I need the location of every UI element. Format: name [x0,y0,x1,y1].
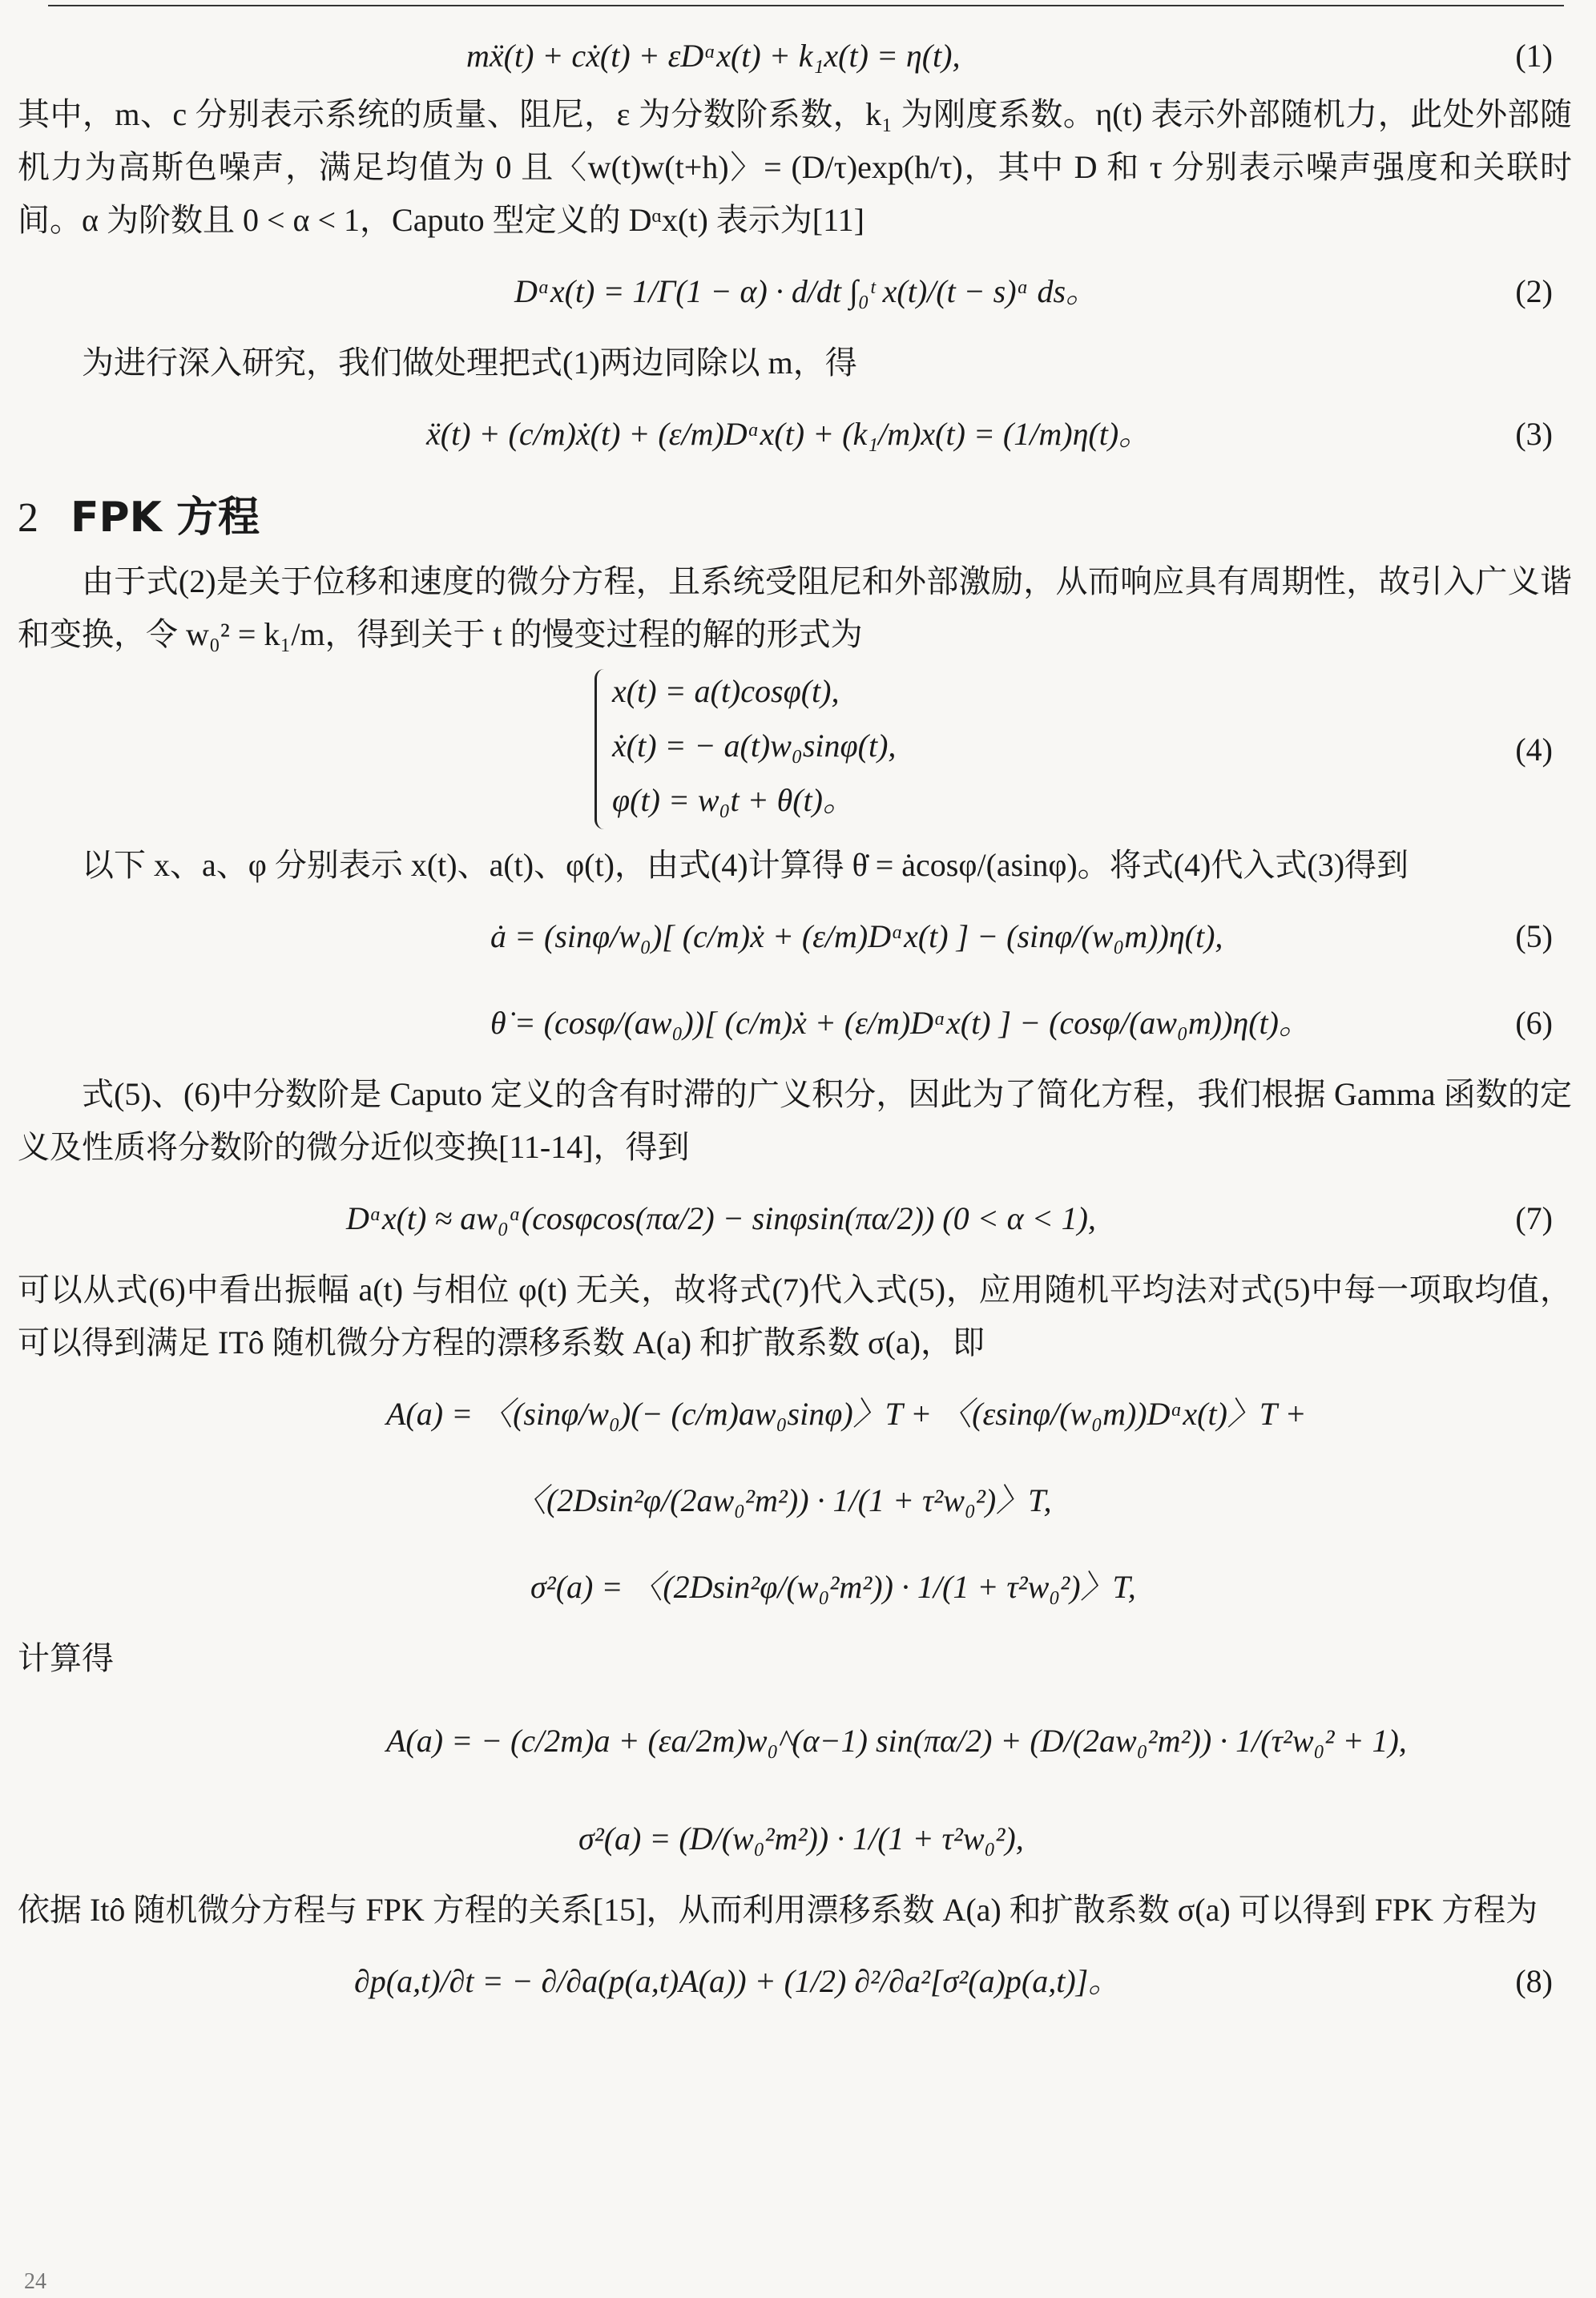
paragraph-7: 计算得 [18,1640,114,1676]
equation-7 [18,1177,1572,1260]
equation-4-number: (4) [1515,732,1553,768]
equation-1-number: (1) [1515,38,1553,74]
equation-4 [18,664,1572,836]
header-rule [48,5,1564,6]
equation-2-text: Dᵅx(t) = 1/Γ(1 − α) · d/dt ∫₀ᵗ x(t)/(t − s)ᵅ ds。 [514,273,1098,309]
equation-drift-1 [18,1373,1572,1456]
equation-2 [18,250,1572,333]
section-title: FPK 方程 [71,494,260,542]
paragraph-5: 式(5)、(6)中分数阶是 Caputo 定义的含有时滞的广义积分，因此为了简化方程，我们根据 Gamma 函数的定义及性质将分数阶的微分近似变换[11-14]，得到 [18,1076,1572,1165]
equation-diffusion-1 [18,1546,1572,1629]
equation-3-number: (3) [1515,416,1553,452]
equation-7-number: (7) [1515,1200,1553,1236]
section-number: 2 [18,495,38,541]
paragraph-6: 可以从式(6)中看出振幅 a(t) 与相位 φ(t) 无关，故将式(7)代入式(5)，应用随机平均法对式(5)中每一项取均值，可以得到满足 ITô 随机微分方程的漂移系数 A(a) 和扩散系数 σ(a)，即 [18,1272,1572,1361]
equation-8-text: ∂p(a,t)/∂t = − ∂/∂a(p(a,t)A(a)) + (1/2) ∂²/∂a²[σ²(a)p(a,t)]。 [354,1963,1121,1999]
diffusion-coefficient-line: σ²(a) = 〈(2Dsin²φ/(w₀²m²)) · 1/(1 + τ²w₀²)〉T, [530,1569,1136,1605]
equation-4-line: φ(t) = w₀t + θ(t)。 [612,782,855,818]
equation-1 [18,27,1572,85]
drift-coefficient-line-2: 〈(2Dsin²φ/(2aw₀²m²)) · 1/(1 + τ²w₀²)〉T, [514,1482,1052,1518]
equation-5-number: (5) [1515,918,1553,954]
equation-1-text: mẍ(t) + cẋ(t) + εDᵅx(t) + k₁x(t) = η(t), [466,38,961,74]
equation-5 [18,895,1572,978]
paragraph-3: 由于式(2)是关于位移和速度的微分方程，且系统受阻尼和外部激励，从而响应具有周期性，故引入广义谐和变换，令 w₀² = k₁/m，得到关于 t 的慢变过程的解的形式为 [18,563,1572,652]
drift-coefficient-result: A(a) = − (c/2m)a + (εa/2m)w₀^(α−1) sin(πα/2) + (D/(2aw₀²m²)) · 1/(τ²w₀² + 1), [386,1723,1407,1759]
diffusion-coefficient-result: σ²(a) = (D/(w₀²m²)) · 1/(1 + τ²w₀²), [578,1820,1024,1857]
paragraph-8: 依据 Itô 随机微分方程与 FPK 方程的关系[15]，从而利用漂移系数 A(a) 和扩散系数 σ(a) 可以得到 FPK 方程为 [18,1892,1538,1928]
equation-4-line: x(t) = a(t)cosφ(t), [612,673,840,709]
drift-coefficient-line-1: A(a) = 〈(sinφ/w₀)(− (c/m)aw₀sinφ)〉T + 〈(εsinφ/(w₀m))Dᵅx(t)〉T + [386,1396,1307,1432]
equation-3-text: ẍ(t) + (c/m)ẋ(t) + (ε/m)Dᵅx(t) + (k₁/m)x(t) = (1/m)η(t)。 [426,416,1151,452]
equation-4-line: ẋ(t) = − a(t)w₀sinφ(t), [612,728,897,764]
equation-6 [18,982,1572,1065]
section-heading [18,487,1572,549]
equation-5-text: ȧ = (sinφ/w₀)[ (c/m)ẋ + (ε/m)Dᵅx(t) ] − (sinφ/(w₀m))η(t), [490,918,1223,954]
equation-4-system [594,664,1155,828]
equation-6-number: (6) [1515,1005,1553,1041]
page-number: 24 [24,2269,46,2294]
equation-7-text: Dᵅx(t) ≈ aw₀ᵅ(cosφcos(πα/2) − sinφsin(πα/2)) (0 < α < 1), [346,1200,1096,1236]
left-brace [594,669,610,829]
equation-8 [18,1940,1572,2023]
equation-8-number: (8) [1515,1963,1553,1999]
equation-2-number: (2) [1515,273,1553,309]
equation-drift-result [18,1688,1572,1794]
equation-diffusion-result [18,1797,1572,1881]
equation-3 [18,393,1572,476]
paragraph-2: 为进行深入研究，我们做处理把式(1)两边同除以 m，得 [82,345,857,381]
equation-6-text: θ̇ = (cosφ/(aw₀))[ (c/m)ẋ + (ε/m)Dᵅx(t) ] − (cosφ/(aw₀m))η(t)。 [490,1005,1311,1041]
equation-drift-2 [18,1459,1572,1542]
paragraph-1: 其中，m、c 分别表示系统的质量、阻尼，ε 为分数阶系数，k₁ 为刚度系数。η(t) 表示外部随机力，此处外部随机力为高斯色噪声，满足均值为 0 且〈w(t)w(t+h)〉= (D/τ)exp(h/τ)，其中 D 和 τ 分别表示噪声强度和关联时间。α 为阶数且 0 < α < 1，Caputo 型定义的 Dᵅx(t) 表示为[11] [18,96,1572,238]
page-body [18,24,1572,2026]
paragraph-4: 以下 x、a、φ 分别表示 x(t)、a(t)、φ(t)，由式(4)计算得 θ̇ = ȧcosφ/(asinφ)。将式(4)代入式(3)得到 [82,847,1409,883]
